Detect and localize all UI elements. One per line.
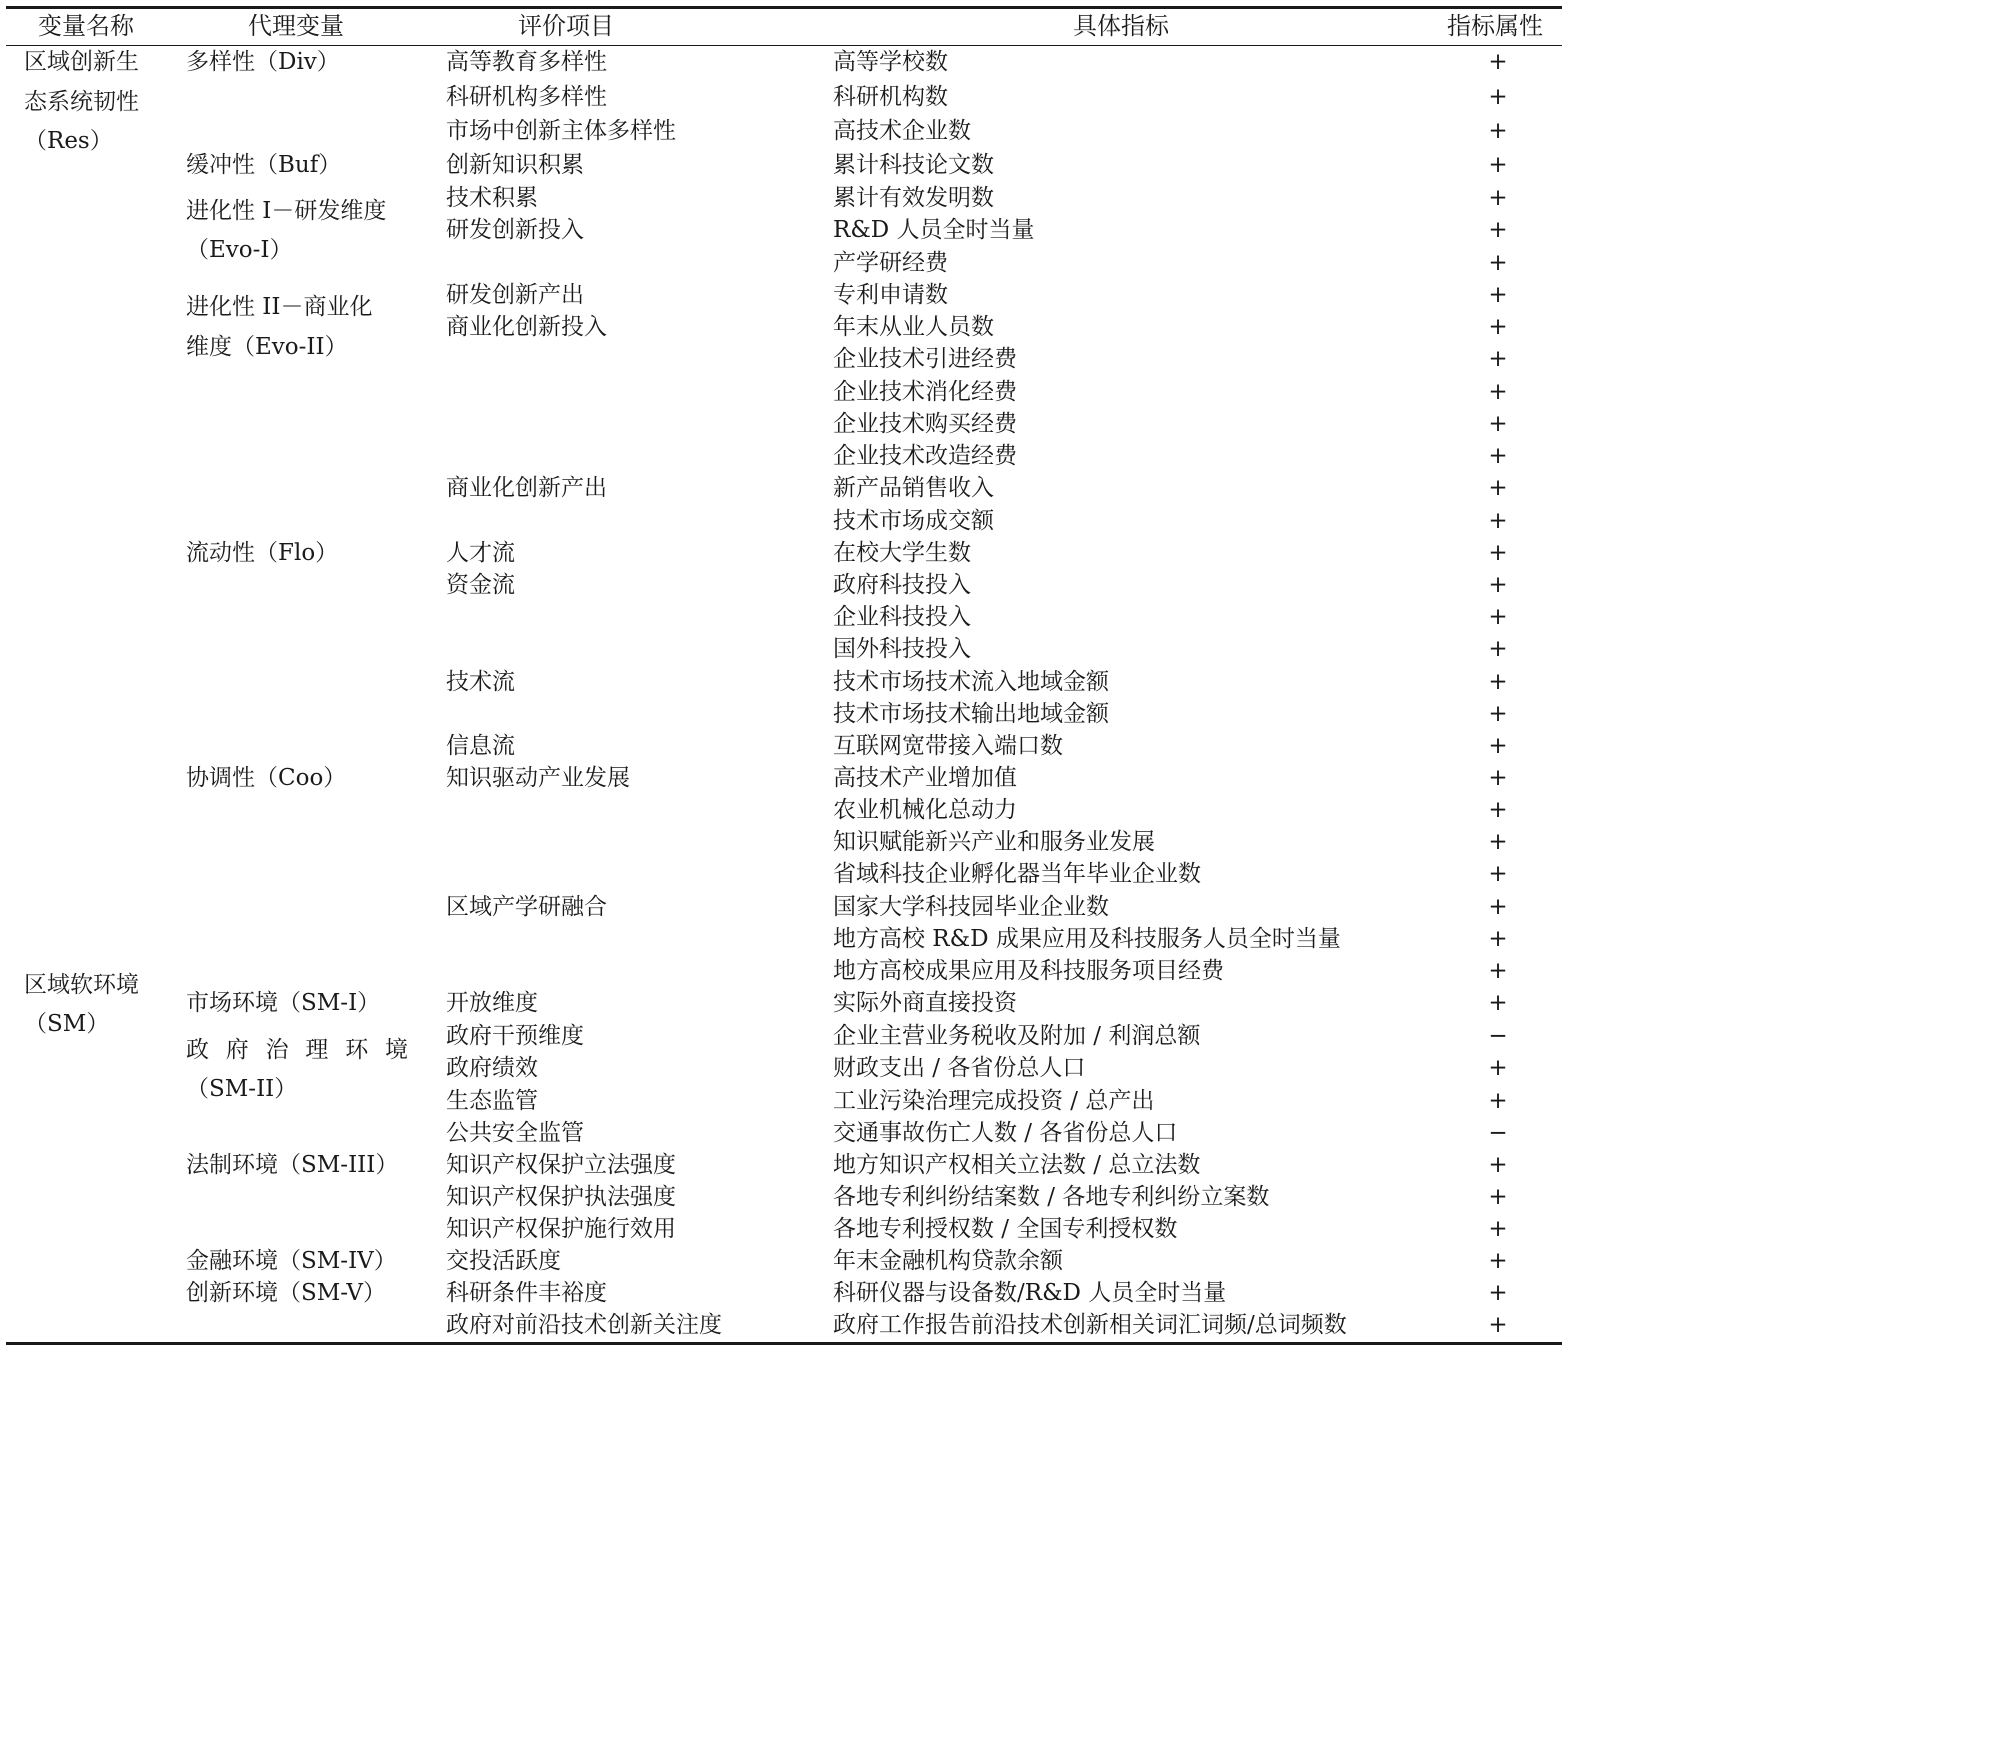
attribute-35: + — [1488, 1184, 1508, 1210]
attribute-24: + — [1488, 829, 1508, 855]
item-r0: 高等教育多样性 — [446, 49, 607, 75]
item-r16: 资金流 — [446, 572, 515, 598]
attribute-5: + — [1488, 217, 1508, 243]
item-r21: 信息流 — [446, 733, 515, 759]
attribute-10: + — [1488, 379, 1508, 405]
proxy-coo: 协调性（Coo） — [186, 765, 347, 791]
attribute-8: + — [1488, 314, 1508, 340]
attribute-36: + — [1488, 1216, 1508, 1242]
proxy-evo2-line2: 维度（Evo-II） — [186, 334, 348, 360]
item-r37: 交投活跃度 — [446, 1248, 561, 1274]
item-r8: 商业化创新投入 — [446, 314, 607, 340]
attribute-26: + — [1488, 894, 1508, 920]
indicator-24: 知识赋能新兴产业和服务业发展 — [833, 829, 1155, 855]
attribute-2: + — [1488, 118, 1508, 144]
item-r32: 生态监管 — [446, 1088, 538, 1114]
indicator-10: 企业技术消化经费 — [833, 379, 1017, 405]
item-r19: 技术流 — [446, 669, 515, 695]
attribute-15: + — [1488, 540, 1508, 566]
indicator-32: 工业污染治理完成投资 / 总产出 — [833, 1088, 1155, 1114]
indicator-2: 高技术企业数 — [833, 118, 971, 144]
proxy-sm3: 法制环境（SM-III） — [186, 1152, 399, 1178]
proxy-sm2-line1: 政 府 治 理 环 境 — [186, 1037, 408, 1063]
header-attribute: 指标属性 — [1447, 12, 1543, 40]
attribute-33: − — [1488, 1120, 1508, 1146]
indicator-22: 高技术产业增加值 — [833, 765, 1017, 791]
attribute-11: + — [1488, 411, 1508, 437]
attribute-34: + — [1488, 1152, 1508, 1178]
indicator-9: 企业技术引进经费 — [833, 346, 1017, 372]
attribute-19: + — [1488, 669, 1508, 695]
proxy-div: 多样性（Div） — [186, 49, 340, 75]
indicator-19: 技术市场技术流入地域金额 — [833, 669, 1109, 695]
indicator-5: R&D 人员全时当量 — [833, 217, 1035, 243]
item-r36: 知识产权保护施行效用 — [446, 1216, 676, 1242]
attribute-9: + — [1488, 346, 1508, 372]
attribute-29: + — [1488, 990, 1508, 1016]
attribute-3: + — [1488, 152, 1508, 178]
attribute-1: + — [1488, 84, 1508, 110]
item-r3: 创新知识积累 — [446, 152, 584, 178]
top-rule — [6, 6, 1562, 9]
indicator-34: 地方知识产权相关立法数 / 总立法数 — [833, 1152, 1201, 1178]
item-r4: 技术积累 — [446, 185, 538, 211]
item-r35: 知识产权保护执法强度 — [446, 1184, 676, 1210]
attribute-14: + — [1488, 508, 1508, 534]
header-variable: 变量名称 — [38, 12, 134, 40]
proxy-flo: 流动性（Flo） — [186, 540, 339, 566]
item-r5: 研发创新投入 — [446, 217, 584, 243]
item-r1: 科研机构多样性 — [446, 84, 607, 110]
attribute-17: + — [1488, 604, 1508, 630]
proxy-sm1: 市场环境（SM-I） — [186, 990, 381, 1016]
indicator-25: 省域科技企业孵化器当年毕业企业数 — [833, 861, 1201, 887]
variable-res-line3: （Res） — [24, 128, 113, 154]
indicator-38: 科研仪器与设备数/R&D 人员全时当量 — [833, 1280, 1227, 1306]
item-r29: 开放维度 — [446, 990, 538, 1016]
attribute-28: + — [1488, 958, 1508, 984]
attribute-6: + — [1488, 250, 1508, 276]
indicator-6: 产学研经费 — [833, 250, 948, 276]
indicator-17: 企业科技投入 — [833, 604, 971, 630]
indicator-11: 企业技术购买经费 — [833, 411, 1017, 437]
attribute-22: + — [1488, 765, 1508, 791]
attribute-37: + — [1488, 1248, 1508, 1274]
attribute-7: + — [1488, 282, 1508, 308]
attribute-27: + — [1488, 926, 1508, 952]
indicator-36: 各地专利授权数 / 全国专利授权数 — [833, 1216, 1178, 1242]
indicator-4: 累计有效发明数 — [833, 185, 994, 211]
indicator-26: 国家大学科技园毕业企业数 — [833, 894, 1109, 920]
indicator-3: 累计科技论文数 — [833, 152, 994, 178]
attribute-25: + — [1488, 861, 1508, 887]
proxy-sm2-line2: （SM-II） — [186, 1076, 298, 1102]
indicator-35: 各地专利纠纷结案数 / 各地专利纠纷立案数 — [833, 1184, 1270, 1210]
variable-res-line2: 态系统韧性 — [24, 89, 139, 115]
indicator-13: 新产品销售收入 — [833, 475, 994, 501]
item-r33: 公共安全监管 — [446, 1120, 584, 1146]
attribute-20: + — [1488, 701, 1508, 727]
indicator-33: 交通事故伤亡人数 / 各省份总人口 — [833, 1120, 1178, 1146]
header-proxy: 代理变量 — [248, 12, 344, 40]
indicator-7: 专利申请数 — [833, 282, 948, 308]
indicator-15: 在校大学生数 — [833, 540, 971, 566]
proxy-evo1-line2: （Evo-I） — [186, 237, 293, 263]
attribute-32: + — [1488, 1088, 1508, 1114]
proxy-buf: 缓冲性（Buf） — [186, 152, 342, 178]
indicator-29: 实际外商直接投资 — [833, 990, 1017, 1016]
proxy-evo2-line1: 进化性 II－商业化 — [186, 294, 373, 320]
indicator-31: 财政支出 / 各省份总人口 — [833, 1055, 1086, 1081]
item-r38: 科研条件丰裕度 — [446, 1280, 607, 1306]
indicator-20: 技术市场技术输出地域金额 — [833, 701, 1109, 727]
indicator-37: 年末金融机构贷款余额 — [833, 1248, 1063, 1274]
item-r13: 商业化创新产出 — [446, 475, 607, 501]
header-indicator: 具体指标 — [1073, 12, 1169, 40]
attribute-16: + — [1488, 572, 1508, 598]
variable-res-line1: 区域创新生 — [24, 49, 139, 75]
item-r30: 政府干预维度 — [446, 1023, 584, 1049]
item-r31: 政府绩效 — [446, 1055, 538, 1081]
header-item: 评价项目 — [518, 12, 614, 40]
indicator-18: 国外科技投入 — [833, 636, 971, 662]
attribute-31: + — [1488, 1055, 1508, 1081]
variable-sm-line2: （SM） — [24, 1011, 110, 1037]
proxy-evo1-line1: 进化性 I－研发维度 — [186, 198, 387, 224]
attribute-0: + — [1488, 49, 1508, 75]
attribute-39: + — [1488, 1312, 1508, 1338]
indicator-27: 地方高校 R&D 成果应用及科技服务人员全时当量 — [833, 926, 1341, 952]
indicator-8: 年末从业人员数 — [833, 314, 994, 340]
attribute-12: + — [1488, 443, 1508, 469]
attribute-38: + — [1488, 1280, 1508, 1306]
attribute-23: + — [1488, 797, 1508, 823]
bottom-rule — [6, 1342, 1562, 1345]
proxy-sm4: 金融环境（SM-IV） — [186, 1248, 397, 1274]
indicator-1: 科研机构数 — [833, 84, 948, 110]
item-r2: 市场中创新主体多样性 — [446, 118, 676, 144]
indicator-21: 互联网宽带接入端口数 — [833, 733, 1063, 759]
attribute-21: + — [1488, 733, 1508, 759]
item-r34: 知识产权保护立法强度 — [446, 1152, 676, 1178]
indicator-30: 企业主营业务税收及附加 / 利润总额 — [833, 1023, 1201, 1049]
indicator-0: 高等学校数 — [833, 49, 948, 75]
attribute-30: − — [1488, 1023, 1508, 1049]
attribute-4: + — [1488, 185, 1508, 211]
indicator-12: 企业技术改造经费 — [833, 443, 1017, 469]
attribute-18: + — [1488, 636, 1508, 662]
indicator-28: 地方高校成果应用及科技服务项目经费 — [833, 958, 1224, 984]
item-r7: 研发创新产出 — [446, 282, 584, 308]
indicator-23: 农业机械化总动力 — [833, 797, 1017, 823]
variable-sm-line1: 区域软环境 — [24, 972, 139, 998]
item-r22: 知识驱动产业发展 — [446, 765, 630, 791]
indicator-16: 政府科技投入 — [833, 572, 971, 598]
item-r39: 政府对前沿技术创新关注度 — [446, 1312, 722, 1338]
item-r26: 区域产学研融合 — [446, 894, 607, 920]
attribute-13: + — [1488, 475, 1508, 501]
indicator-39: 政府工作报告前沿技术创新相关词汇词频/总词频数 — [833, 1312, 1347, 1338]
proxy-sm5: 创新环境（SM-V） — [186, 1280, 387, 1306]
indicator-14: 技术市场成交额 — [833, 508, 994, 534]
item-r15: 人才流 — [446, 540, 515, 566]
